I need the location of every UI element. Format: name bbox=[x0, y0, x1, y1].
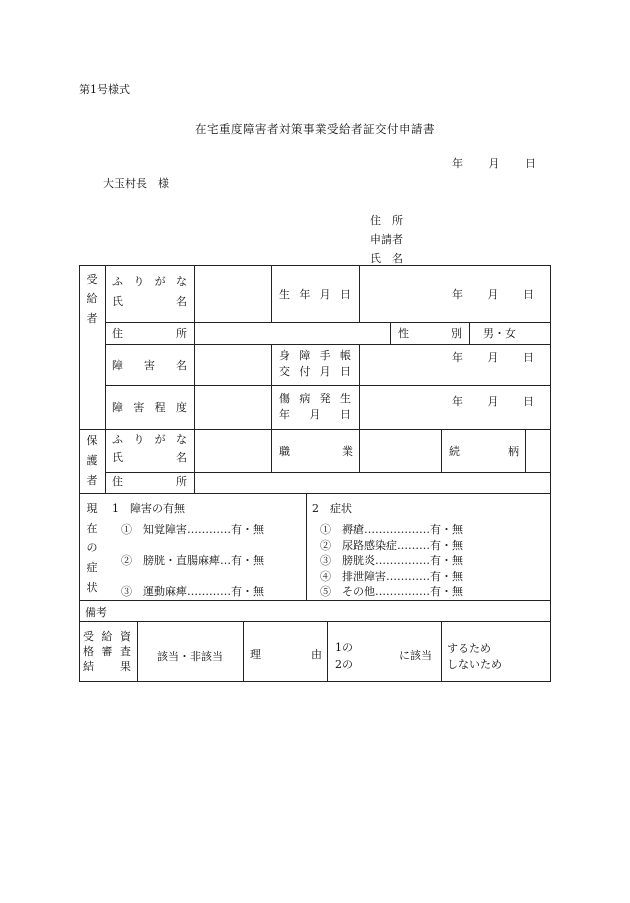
rule bbox=[79, 265, 551, 266]
label-char: 害 bbox=[133, 401, 145, 414]
birth-date-label bbox=[279, 288, 351, 303]
rule bbox=[137, 621, 138, 682]
label-char: り bbox=[133, 275, 145, 288]
purpose-line-2[interactable]: しないため bbox=[447, 658, 502, 671]
guardian-address-field[interactable] bbox=[195, 473, 550, 493]
label-char: 名 bbox=[176, 294, 187, 308]
reason-clause-2: 2の bbox=[335, 658, 353, 671]
rule bbox=[550, 265, 551, 682]
severity-label bbox=[112, 401, 187, 416]
label-char: が bbox=[154, 275, 166, 288]
rule bbox=[441, 429, 442, 472]
symptom-item[interactable]: ⑤ その他……………有・無 bbox=[320, 585, 463, 598]
onset-line-2 bbox=[279, 408, 351, 423]
label-char: 者 bbox=[86, 311, 98, 325]
label-char: 住 bbox=[112, 475, 123, 488]
date-unit: 月 bbox=[487, 351, 499, 364]
rule bbox=[79, 681, 551, 682]
name-label bbox=[112, 295, 187, 310]
addressee: 大玉村長 様 bbox=[103, 177, 169, 190]
label-char: 日 bbox=[340, 407, 351, 421]
rule bbox=[441, 621, 442, 682]
guardian-name-label bbox=[112, 433, 187, 466]
label-char: 日 bbox=[339, 364, 351, 378]
label-char: 別 bbox=[451, 327, 462, 340]
label-char: 生 bbox=[339, 392, 351, 405]
rule bbox=[79, 600, 551, 601]
result-label-line bbox=[83, 645, 131, 660]
occupation-label bbox=[279, 445, 353, 460]
relation-label bbox=[449, 445, 519, 460]
symptoms-section-label bbox=[79, 499, 105, 597]
disability-item[interactable]: ② 膀胱・直腸麻痺…有・無 bbox=[121, 554, 264, 567]
label-char: 日 bbox=[339, 288, 351, 301]
disability-presence-title: 1 障害の有無 bbox=[112, 502, 185, 515]
label-char: 理 bbox=[250, 648, 261, 661]
relation-field[interactable] bbox=[526, 430, 550, 472]
rule bbox=[105, 265, 106, 493]
label-char: 職 bbox=[279, 445, 290, 458]
rule bbox=[105, 344, 551, 345]
recipient-address-field[interactable] bbox=[195, 323, 390, 344]
disability-name-field[interactable] bbox=[195, 345, 271, 385]
rule bbox=[390, 322, 391, 344]
symptom-item[interactable]: ④ 排泄障害…………有・無 bbox=[320, 570, 463, 583]
document-title: 在宅重度障害者対策事業受給者証交付申請書 bbox=[195, 122, 435, 136]
handbook-line-2 bbox=[279, 365, 351, 380]
rule bbox=[359, 265, 360, 322]
furigana-label bbox=[112, 275, 187, 290]
label-char: 月 bbox=[319, 288, 331, 301]
label-char: 続 bbox=[449, 445, 460, 458]
label-char: 住 bbox=[112, 327, 123, 340]
label-char: 保 bbox=[86, 434, 98, 448]
rule bbox=[243, 621, 244, 682]
date-unit: 年 bbox=[452, 351, 463, 364]
eligibility-result-label bbox=[83, 630, 131, 675]
label-char: 障 bbox=[299, 349, 311, 362]
label-char: 現 bbox=[86, 502, 98, 516]
label-char: 所 bbox=[176, 327, 187, 340]
symptom-item[interactable]: ③ 膀胱炎……………有・無 bbox=[320, 554, 463, 567]
date-unit: 日 bbox=[523, 288, 534, 301]
date-unit: 年 bbox=[452, 395, 463, 408]
symptom-title: 2 症状 bbox=[312, 502, 352, 515]
disability-item[interactable]: ③ 運動麻痺…………有・無 bbox=[121, 585, 264, 598]
applicant-address-label: 住 所 bbox=[370, 214, 403, 227]
severity-field[interactable] bbox=[195, 386, 271, 429]
rule bbox=[79, 621, 551, 622]
recipient-name-field[interactable] bbox=[195, 266, 271, 322]
date-unit: 月 bbox=[487, 395, 499, 408]
date-unit: 月 bbox=[487, 288, 499, 301]
sex-field[interactable]: 男・女 bbox=[483, 327, 516, 340]
label-char: 結 bbox=[83, 659, 94, 673]
label-char: 年 bbox=[279, 407, 290, 421]
symptom-item[interactable]: ① 褥瘡………………有・無 bbox=[320, 523, 463, 536]
date-unit: 年 bbox=[452, 288, 463, 301]
recipient-address-label bbox=[112, 327, 187, 342]
onset-date-field[interactable] bbox=[452, 395, 534, 410]
form-number: 第1号様式 bbox=[79, 83, 130, 96]
label-char: 氏 bbox=[112, 294, 123, 308]
reason-label bbox=[250, 648, 322, 663]
label-char: ふ bbox=[112, 275, 123, 288]
label-char: 付 bbox=[299, 364, 311, 378]
sex-label bbox=[398, 327, 462, 342]
handbook-date-field[interactable] bbox=[452, 351, 534, 366]
guardian-address-label bbox=[112, 475, 187, 490]
label-char: 由 bbox=[311, 648, 322, 661]
submission-date: 年 月 日 bbox=[452, 157, 536, 170]
label-char: 年 bbox=[299, 288, 311, 301]
birth-date-field[interactable] bbox=[452, 288, 534, 303]
label-char: 月 bbox=[319, 364, 331, 378]
onset-line-1 bbox=[279, 392, 351, 407]
label-char: 果 bbox=[120, 659, 131, 673]
label-char: 査 bbox=[120, 644, 131, 658]
label-char: 身 bbox=[279, 349, 290, 362]
label-char: 発 bbox=[319, 392, 331, 405]
label-char: 氏 bbox=[112, 450, 123, 464]
label-char: 障 bbox=[112, 359, 123, 372]
label-char: 審 bbox=[101, 644, 113, 658]
rule bbox=[306, 493, 307, 600]
label-char: 性 bbox=[398, 327, 409, 340]
date-unit: 日 bbox=[523, 395, 534, 408]
disability-item[interactable]: ① 知覚障害…………有・無 bbox=[121, 523, 264, 536]
label-char: 柄 bbox=[508, 445, 519, 458]
result-label-line bbox=[83, 630, 131, 645]
name-label bbox=[112, 451, 187, 466]
label-char: り bbox=[133, 433, 145, 446]
label-char: 月 bbox=[309, 407, 321, 421]
label-char: 害 bbox=[144, 359, 155, 372]
recipient-name-label bbox=[112, 275, 187, 310]
label-char: が bbox=[154, 433, 166, 446]
applies-label: に該当 bbox=[399, 649, 432, 662]
application-form-table bbox=[79, 265, 551, 682]
recipient-section-label bbox=[79, 270, 105, 328]
purpose-line-1[interactable]: するため bbox=[447, 642, 491, 655]
label-char: 格 bbox=[83, 644, 94, 658]
label-char: 所 bbox=[176, 475, 187, 488]
symptom-item[interactable]: ② 尿路感染症………有・無 bbox=[320, 539, 463, 552]
guardian-name-field[interactable] bbox=[195, 430, 271, 472]
label-char: 受 bbox=[86, 273, 98, 287]
label-char: 資 bbox=[120, 630, 131, 643]
label-char: な bbox=[175, 433, 187, 446]
eligibility-value[interactable]: 該当・非該当 bbox=[157, 650, 223, 663]
label-char: 度 bbox=[175, 401, 187, 414]
handbook-date-label bbox=[279, 349, 351, 380]
label-char: 名 bbox=[176, 359, 187, 372]
label-char: 受 bbox=[83, 630, 94, 643]
occupation-field[interactable] bbox=[360, 430, 441, 472]
applicant-name-label: 氏 名 bbox=[370, 252, 403, 265]
guardian-section-label bbox=[79, 431, 105, 491]
label-char: 交 bbox=[279, 364, 290, 378]
rule bbox=[271, 344, 272, 472]
rule bbox=[271, 265, 272, 322]
rule bbox=[79, 493, 551, 494]
rule bbox=[327, 621, 328, 682]
label-char: 症 bbox=[86, 560, 98, 574]
label-char: 帳 bbox=[339, 349, 351, 362]
label-char: 業 bbox=[342, 445, 353, 458]
label-char: 者 bbox=[86, 474, 98, 488]
label-char: 名 bbox=[176, 450, 187, 464]
rule bbox=[105, 385, 551, 386]
label-char: 手 bbox=[319, 349, 331, 362]
rule bbox=[79, 429, 551, 430]
label-char: 在 bbox=[86, 521, 98, 535]
label-char: 傷 bbox=[279, 392, 290, 405]
label-char: な bbox=[175, 275, 187, 288]
result-label-line bbox=[83, 660, 131, 675]
label-char: 状 bbox=[86, 580, 98, 594]
furigana-label bbox=[112, 433, 187, 448]
label-char: 病 bbox=[299, 392, 311, 405]
date-unit: 日 bbox=[523, 351, 534, 364]
label-char: 護 bbox=[86, 454, 98, 468]
label-char: 障 bbox=[112, 401, 123, 414]
rule bbox=[469, 322, 470, 344]
reason-clause-1: 1の bbox=[335, 641, 353, 654]
label-char: 程 bbox=[154, 401, 166, 414]
label-char: 給 bbox=[86, 292, 98, 306]
onset-date-label bbox=[279, 392, 351, 423]
remarks-label: 備考 bbox=[85, 606, 107, 619]
applicant-label: 申請者 bbox=[370, 233, 403, 246]
disability-name-label bbox=[112, 359, 187, 374]
label-char: 生 bbox=[279, 288, 290, 301]
label-char: の bbox=[86, 541, 98, 555]
handbook-line-1 bbox=[279, 349, 351, 364]
label-char: 給 bbox=[101, 630, 113, 643]
label-char: ふ bbox=[112, 433, 123, 446]
